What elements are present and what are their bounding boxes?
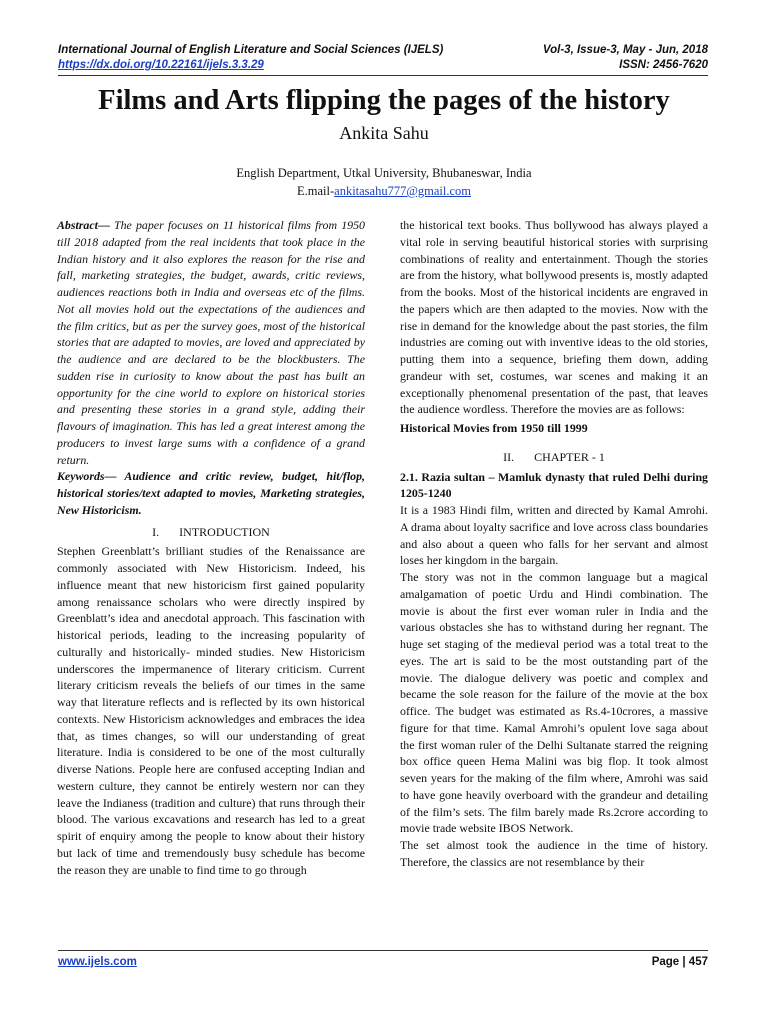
right-paragraph-1: the historical text books. Thus bollywood has always played a vital role in serving beautiful historical stories with surprising combinations of reality and entertainment. Though the stories are from the history, what bollywood presents is, mostly adapted from the books. Most of the historical incidents are engraved in the papers which are then adapted to the movies. Now with the rise in demand for the knowledge about the past stories, the film industries are coming out with inventive ideas to the old stories, putting them into a sequence, briefing them down, adding grandeur with set, costumes, war scenes and making it an exceptionally phenomenal presentation of the past, that leaves the audience wordless. Therefore the movies are as follows: — [400, 218, 708, 417]
chapter-title: CHAPTER - 1 — [534, 449, 605, 464]
abstract — [57, 217, 365, 468]
footer-row — [58, 955, 708, 970]
paper-author: Ankita Sahu — [339, 123, 429, 143]
right-paragraph-2: It is a 1983 Hindi film, written and directed by Kamal Amrohi. A drama about loyalty sacrifice and love across class boundaries and also about a queen who falls for her servant and almost loses her kingdom in the bargain. — [400, 503, 708, 568]
page-number: Page | 457 — [651, 956, 708, 968]
section-1-number: I. — [152, 524, 160, 539]
email-prefix: E.mail- — [297, 184, 335, 198]
author-email-link[interactable]: ankitasahu777@gmail.com — [334, 184, 471, 198]
author-affiliation-block — [0, 164, 768, 200]
paper-title: Films and Arts flipping the pages of the history — [98, 85, 670, 116]
abstract-label: Abstract— — [57, 218, 110, 232]
journal-header — [58, 43, 708, 76]
introduction-paragraph: Stephen Greenblatt’s brilliant studies of the Renaissance are commonly associated with New Historicism. Indeed, his influence meant that new historicism first gained popularity among renaissance scholars who were directly inspired by Greenblatt’s idea and anecdotal approach. This fascination with historical periods, leading to the increasing popularity of culturally and historically- minded studies. New Historicism underscores the impermanence of literary criticism. Current literary criticism reveals the beliefs of our times in the same way that literature reflects and is reflected by its own historical contexts. New Historicism acknowledges and embraces the idea that, as times changes, so will our understanding of great literature. India is considered to be one of the most culturally diverse Nations. People here are confused accepting Indian and western culture, they cannot be entirely western nor can they leave the Indianess (tradition and culture) that runs through their blood. The various excavations and research has led to a great spirit of enquiry among the people to know about their history but lack of time and tremendously busy schedule has become the reason they are unable to find time to go through — [57, 544, 365, 877]
journal-header-row-2 — [58, 58, 708, 73]
website-link[interactable]: www.ijels.com — [58, 956, 137, 968]
journal-header-row-1 — [58, 43, 708, 58]
author-affiliation: English Department, Utkal University, Bhubaneswar, India — [236, 166, 532, 180]
doi-link[interactable]: https://dx.doi.org/10.22161/ijels.3.3.29 — [58, 59, 264, 71]
abstract-text: The paper focuses on 11 historical films from 1950 till 2018 adapted from the real incidents that took place in the Indian history and it also explores the reason for the rise and fall, marketing strategies, the budget, awards, critic reviews, audiences reactions both in India and overseas etc of the films. Not all movies hold out the expectations of the audiences and the film critics, but as per the survey goes, most of the historical stories that are adapted to movies, are loved and appreciated by the audience and are declared to be the blockbusters. The sudden rise in curiosity to know about the past has built an opportunity for the cine world to explore on historical stories and presenting these stories in a grand style, adding their flavours of imagination. This has led a great interest among the producers to invest large sums with a confidence of a grand return. — [57, 218, 365, 467]
chapter-1-heading — [400, 449, 708, 466]
section-1-heading — [57, 524, 365, 541]
movies-heading: Historical Movies from 1950 till 1999 — [400, 421, 588, 435]
page-footer — [58, 950, 708, 970]
section-1-title: INTRODUCTION — [179, 524, 270, 539]
right-paragraph-3: The story was not in the common language but a magical amalgamation of poetic Urdu and Hindi combination. The movie is about the first ever woman ruler in India and the various obstacles she has to withstand during her regnant. The huge set staging of the medieval period was a total treat to the eyes. The art is said to be the most outstanding part of the movie. The dialogue delivery was poetic and complex and became the sole reason for the failure of the movie at the box office. The budget was estimated as Rs.4-10crores, a massive figure for that time. Kamal Amrohi’s opulent love saga about the first woman ruler of the Delhi Sultanate starred the reigning box office queen Hema Malini was big flop. It took almost seven years for the making of the film where, Amrohi was said to have gone heavily overboard with the grandeur and detailing of the film’s sets. The film barely made Rs.2crore according to movie trade website IBOS Network. — [400, 570, 708, 836]
keywords: Keywords— Audience and critic review, budget, hit/flop, historical stories/text adapted to movies, Marketing strategies, New Historicism. — [57, 469, 365, 517]
footer-rule — [58, 950, 708, 951]
journal-name: International Journal of English Literature and Social Sciences (IJELS) — [58, 44, 444, 56]
subsection-2-1-heading: 2.1. Razia sultan – Mamluk dynasty that ruled Delhi during 1205-1240 — [400, 469, 708, 501]
header-rule — [58, 75, 708, 76]
chapter-number: II. — [503, 449, 515, 464]
right-column — [400, 217, 708, 871]
journal-issn: ISSN: 2456-7620 — [619, 59, 708, 71]
right-paragraph-4: The set almost took the audience in the time of history. Therefore, the classics are not resemblance by their — [400, 838, 708, 869]
left-column — [57, 217, 365, 878]
author-email-line — [0, 182, 768, 200]
journal-volume: Vol-3, Issue-3, May - Jun, 2018 — [542, 44, 708, 56]
